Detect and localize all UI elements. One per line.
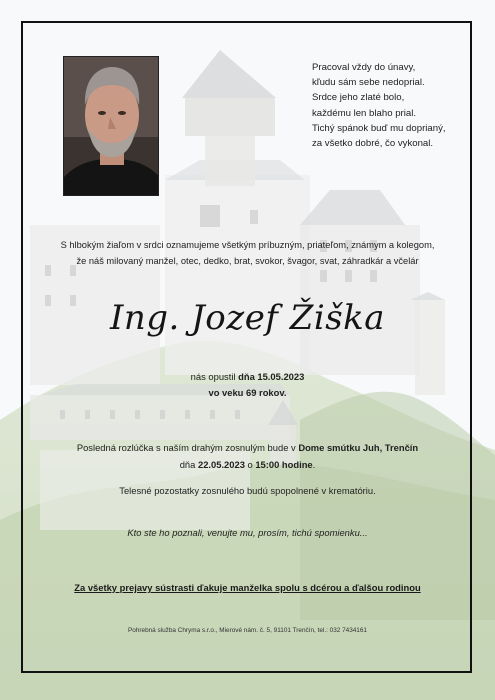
poem-line: každému len blaho prial. bbox=[312, 107, 416, 119]
announcement bbox=[30, 237, 465, 269]
poem-line: kľudu sám sebe nedoprial. bbox=[312, 77, 425, 89]
death-date: dňa 15.05.2023 bbox=[238, 371, 305, 382]
death-prefix: nás opustil bbox=[190, 371, 236, 382]
poem-line: Srdce jeho zlaté bolo, bbox=[312, 92, 405, 104]
farewell-date: 22.05.2023 bbox=[197, 459, 245, 470]
farewell-place: Dome smútku Juh, Trenčín bbox=[298, 442, 419, 453]
poem-line: Tichý spánok buď mu doprianý, bbox=[312, 122, 446, 134]
poem-line: Pracoval vždy do únavy, bbox=[312, 62, 416, 73]
death-info bbox=[30, 369, 465, 401]
announcement-line-1: S hlbokým žiaľom v srdci oznamujeme všetkým príbuzným, priateľom, známym a kolegom, bbox=[60, 240, 435, 250]
remains-text: Telesné pozostatky zosnulého budú spopolnené v krematóriu. bbox=[119, 485, 376, 496]
thanks-text: Za všetky prejavy sústrasti ďakuje manželka spolu s dcérou a ďalšou rodinou bbox=[74, 582, 421, 593]
death-age: vo veku 69 rokov. bbox=[208, 387, 287, 398]
funeral-service-footer: Pohrebná služba Chryma s.r.o., Mierové nám. č. 5, 91101 Trenčín, tel.: 032 7434161 bbox=[128, 627, 367, 634]
poem-line: za všetko dobré, čo vykonal. bbox=[312, 138, 434, 150]
farewell-intro: Posledná rozlúčka s naším drahým zosnulým bude v bbox=[76, 442, 296, 453]
farewell-date-prefix: dňa bbox=[179, 459, 196, 470]
farewell-time-join: o bbox=[247, 459, 253, 470]
farewell-end: . bbox=[312, 459, 316, 470]
memory-text: Kto ste ho poznali, venujte mu, prosím, tichú spomienku... bbox=[127, 527, 368, 538]
deceased-name: Ing. Jozef Žiška bbox=[109, 298, 386, 338]
portrait-photo bbox=[63, 56, 159, 196]
announcement-line-2: že náš milovaný manžel, otec, dedko, brat, svokor, švagor, svat, záhradkár a včelár bbox=[76, 256, 419, 266]
poem bbox=[312, 60, 472, 151]
farewell-info bbox=[30, 439, 465, 473]
farewell-time: 15:00 hodine bbox=[255, 459, 313, 470]
